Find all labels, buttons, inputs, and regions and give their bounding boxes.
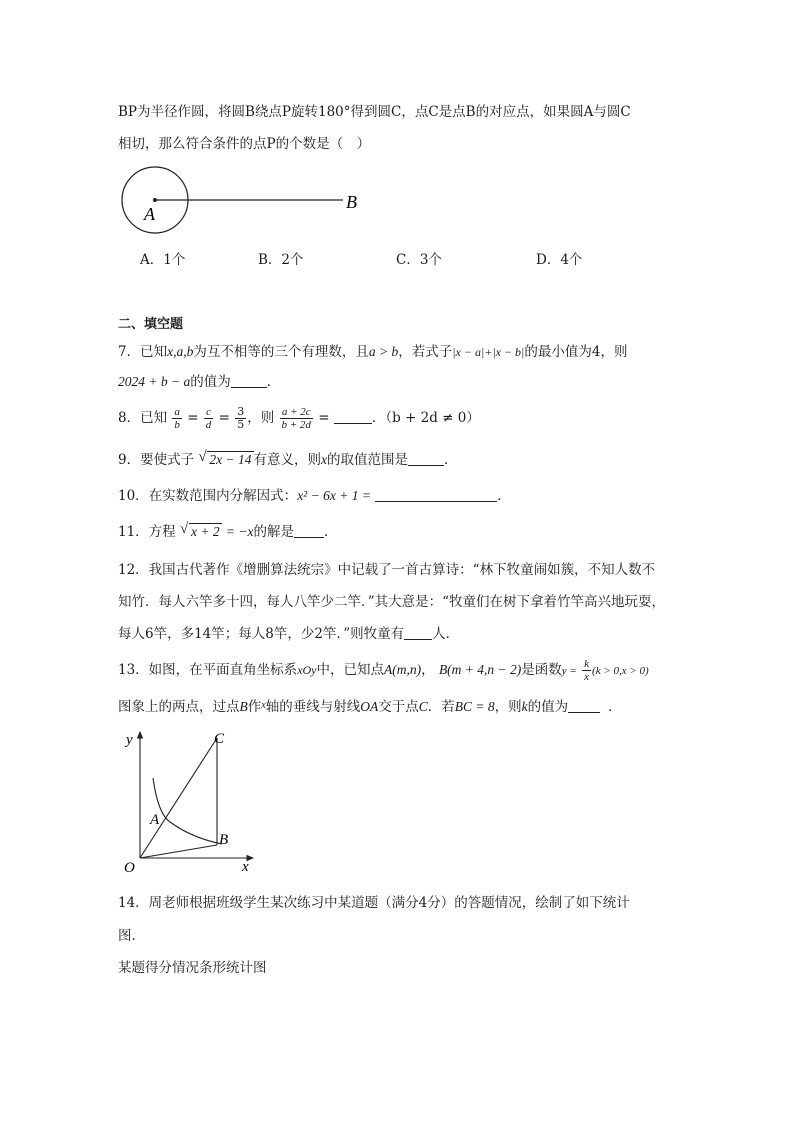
- q11-rhs: = −x: [225, 524, 254, 539]
- graph-label-o: O: [124, 860, 135, 876]
- q7-text-3: ，若式子: [398, 344, 453, 360]
- q6-figure: [115, 160, 375, 240]
- q13-text-2: 中，已知点: [316, 662, 385, 678]
- q14-line2: 图．: [118, 928, 145, 944]
- q8-frac-35-num: 3: [237, 405, 245, 418]
- q13-answer-blank[interactable]: [568, 698, 600, 713]
- label-a: A: [144, 204, 155, 224]
- q6-line1: BP为半径作圆，将圆B绕点P旋转180°得到圆C，点C是点B的对应点，如果圆A与圆C: [118, 104, 631, 120]
- q11-radical-sign: √: [179, 521, 189, 537]
- q8-frac-ab-den: b: [174, 419, 180, 431]
- q13-text-11: 的值为: [527, 699, 569, 715]
- q13-x: x: [261, 700, 266, 711]
- q14-chart-title: 某题得分情况条形统计图: [118, 960, 267, 976]
- q8-frac-cd: [204, 406, 214, 431]
- section-title: 二、填空题: [118, 317, 184, 332]
- q8-frac-ab: [172, 406, 182, 431]
- q10-end: ．: [497, 488, 511, 504]
- q11-text-1: 11．方程: [118, 524, 176, 540]
- q11-text-2: 的解是: [253, 524, 294, 540]
- q12-line1: 12．我国古代著作《增删算法统宗》中记载了一首古算诗：“林下牧童闹如簇，不知人数不: [118, 562, 656, 578]
- q8-frac-target-den: b + 2d: [281, 419, 311, 431]
- q11-end: ．: [323, 524, 338, 540]
- graph-label-c: C: [214, 731, 225, 747]
- q8-answer-blank[interactable]: [334, 409, 372, 424]
- option-a[interactable]: A．1个: [140, 252, 186, 268]
- q13-text-3: ，: [421, 662, 435, 678]
- q13-oa: OA: [360, 699, 379, 714]
- q7-text-1: 7．已知: [118, 344, 168, 360]
- q7-line1: [118, 342, 627, 362]
- q7-text-2: 为互不相等的三个有理数，且: [193, 344, 369, 360]
- graph-label-a: A: [150, 812, 160, 828]
- q7-expr2: 2024 + b − a: [118, 374, 191, 389]
- q9-radical-sign: √: [198, 449, 207, 465]
- option-b[interactable]: B．2个: [258, 252, 304, 268]
- q13-point-a: A(m,n): [384, 662, 422, 677]
- q13-func-frac: [582, 658, 591, 683]
- q8-text-2: ，则: [247, 410, 275, 426]
- q8-frac-cd-den: d: [205, 419, 212, 431]
- q13-text-1: 13．如图，在平面直角坐标系: [118, 662, 298, 678]
- q9-text-3: 的取值范围是: [327, 452, 408, 468]
- q13-b: B: [239, 699, 248, 714]
- q13-graph: [118, 726, 266, 878]
- q10-answer-blank[interactable]: [375, 487, 497, 502]
- q14-line1: 14．周老师根据班级学生某次练习中某道题（满分4分）的答题情况，绘制了如下统计: [118, 895, 630, 911]
- graph-label-x: x: [242, 859, 249, 875]
- q8-frac-target: [280, 406, 313, 431]
- q13-text-6: 作: [247, 699, 262, 715]
- q13-text-4: 是函数: [521, 662, 562, 678]
- q8-text-1: 8．已知: [118, 410, 168, 426]
- q13-func-lhs: y =: [561, 665, 577, 677]
- q9-var: x: [321, 452, 327, 467]
- option-d[interactable]: D．4个: [536, 252, 583, 268]
- q9-end: ．: [444, 452, 458, 468]
- q13-func-num: k: [584, 658, 590, 670]
- q13-func-den: x: [584, 671, 590, 683]
- q9-answer-blank[interactable]: [408, 451, 444, 466]
- q8-frac-35-den: 5: [237, 418, 245, 431]
- q12-text-3a: 每人6竿，多14竿；每人8竿，少2竿．”则牧童有: [118, 626, 405, 642]
- q13-func-cond: (k > 0,x > 0): [592, 665, 649, 677]
- q7-cond: a > b: [368, 344, 399, 359]
- q11-radicand: x + 2: [190, 524, 220, 539]
- graph-label-b: B: [219, 832, 229, 848]
- q12-line3: [118, 624, 459, 644]
- q9-sqrt: [198, 450, 253, 470]
- q9-text-2: 有意义，则: [253, 452, 321, 468]
- q7-end: ．: [266, 374, 281, 390]
- hyperbola-curve: [153, 778, 222, 844]
- q13-line1: [118, 658, 649, 683]
- q8-line: [118, 406, 480, 431]
- q8-eq-1: =: [187, 410, 199, 426]
- q8-tail: ．（b + 2d ≠ 0）: [371, 410, 480, 426]
- q11-answer-blank[interactable]: [294, 523, 324, 538]
- q13-text-5: 图象上的两点，过点: [118, 699, 240, 715]
- q7-expr: |x − a|+|x − b|: [452, 345, 525, 359]
- q6-line2: 相切，那么符合条件的点P的个数是（ ）: [118, 136, 371, 152]
- q12-answer-blank[interactable]: [404, 625, 432, 640]
- q13-line2: [118, 696, 622, 717]
- q13-point-b: B(m + 4,n − 2): [438, 662, 522, 677]
- q7-answer-blank[interactable]: [231, 373, 267, 388]
- segment-ob: [140, 845, 217, 858]
- q11-sqrt: [180, 522, 222, 542]
- q7-text-5: 的值为: [190, 374, 231, 390]
- q8-frac-35: [235, 406, 246, 431]
- q13-bc: BC = 8: [454, 699, 495, 714]
- q9-text-1: 9．要使式子: [118, 452, 195, 468]
- q7-vars: x,a,b: [167, 344, 194, 359]
- q8-eq-3: =: [318, 410, 330, 426]
- q11-line: [118, 522, 337, 542]
- q13-c: C: [418, 699, 428, 714]
- q13-text-10: ，则: [494, 699, 522, 715]
- q13-end: ．: [608, 699, 622, 715]
- q13-sys: xOy: [297, 663, 317, 677]
- q10-expr: x² − 6x + 1 =: [297, 488, 371, 503]
- q10-text-1: 10．在实数范围内分解因式：: [118, 488, 298, 504]
- graph-label-y: y: [126, 732, 133, 748]
- q13-text-9: ．若: [427, 699, 455, 715]
- q8-eq-2: =: [218, 410, 230, 426]
- q8-frac-ab-num: a: [174, 406, 180, 418]
- q12-line2: 知竹．每人六竿多十四，每人八竿少二竿．”其大意是：“牧童们在树下拿着竹竿高兴地玩耍，: [118, 594, 666, 610]
- q9-radicand: 2x − 14: [209, 452, 252, 467]
- q7-text-4: 的最小值为4，则: [524, 344, 628, 360]
- q13-text-8: 交于点: [378, 699, 419, 715]
- q7-line2: [118, 372, 280, 392]
- q13-k: k: [521, 699, 528, 714]
- label-b: B: [346, 192, 357, 212]
- q10-line: [118, 486, 511, 506]
- q8-frac-target-num: a + 2c: [280, 406, 313, 419]
- q12-text-3b: 人．: [432, 626, 460, 642]
- q8-frac-cd-num: c: [204, 406, 214, 419]
- option-c[interactable]: C．3个: [396, 252, 442, 268]
- q13-text-7: 轴的垂线与射线: [265, 699, 361, 715]
- q9-line: [118, 450, 458, 470]
